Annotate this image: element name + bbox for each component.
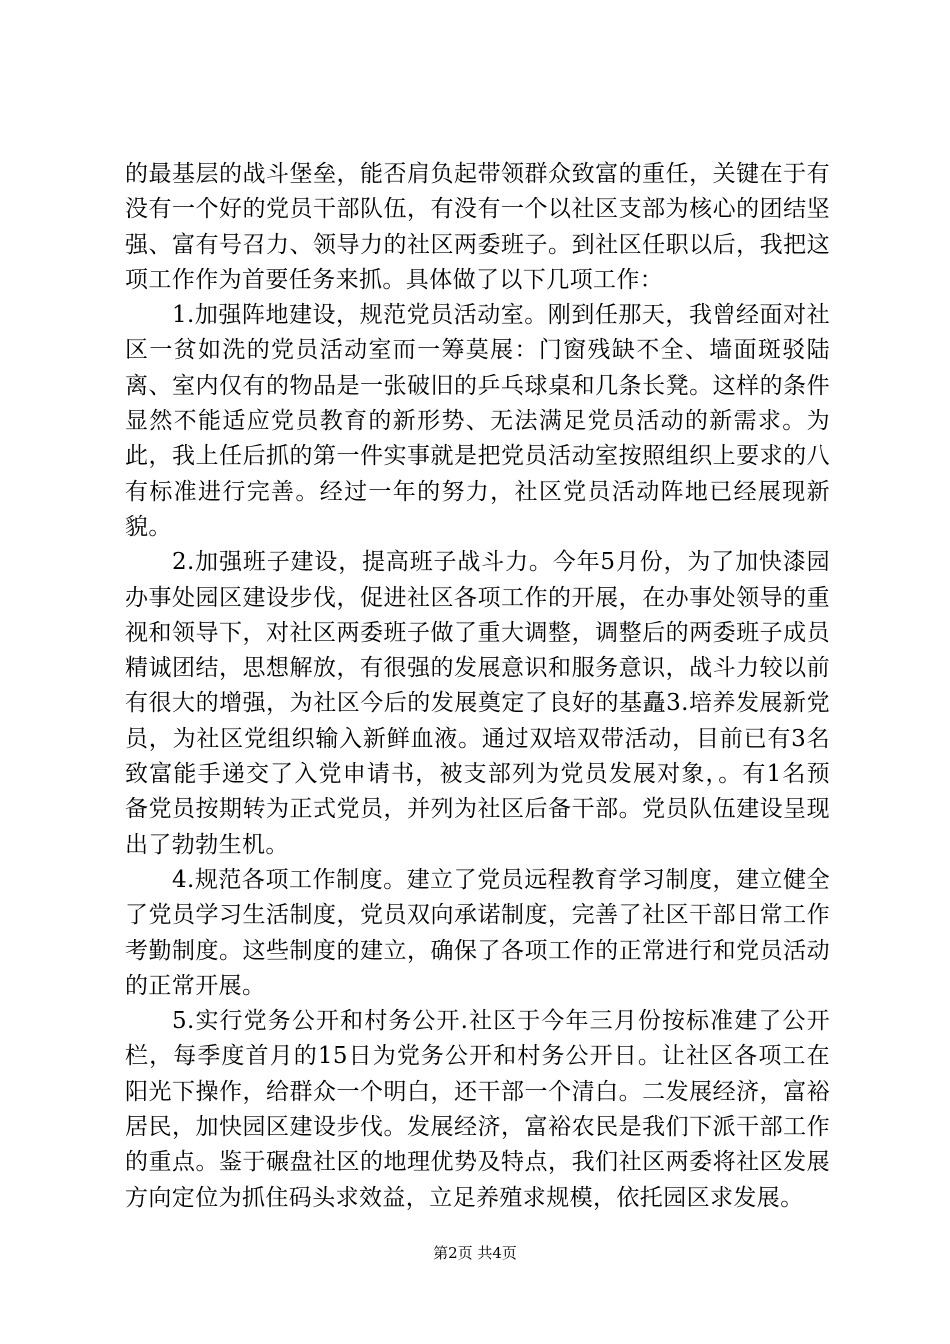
paragraph-item-2-3: 2.加强班子建设，提高班子战斗力。今年5月份，为了加快漆园办事处园区建设步伐，促进社区各项工作的开展，在办事处领导的重视和领导下，对社区两委班子做了重大调整，调整后的两委班子成员精诚团结，思想解放，有很强的发展意识和服务意识，战斗力较以前有很大的增强，为社区今后的发展奠定了良好的基矗3.培养发展新党员，为社区党组织输入新鲜血液。通过双培双带活动，目前已有3名致富能手递交了入党申请书，被支部列为党员发展对象，。有1名预备党员按期转为正式党员，并列为社区后备干部。党员队伍建设呈现出了勃勃生机。 [125, 549, 830, 858]
paragraph-item-5: 5.实行党务公开和村务公开.社区于今年三月份按标准建了公开栏，每季度首月的15日为党务公开和村务公开日。让社区各项工在阳光下操作，给群众一个明白，还干部一个清白。二发展经济，富裕居民，加快园区建设步伐。发展经济，富裕农民是我们下派干部工作的重点。鉴于碾盘社区的地理优势及特点，我们社区两委将社区发展方向定位为抓住码头求效益，立足养殖求规模，依托园区求发展。 [125, 1008, 830, 1211]
paragraph-intro: 的最基层的战斗堡垒，能否肩负起带领群众致富的重任，关键在于有没有一个好的党员干部队伍，有没有一个以社区支部为核心的团结坚强、富有号召力、领导力的社区两委班子。到社区任职以后，我把这项工作作为首要任务来抓。具体做了以下几项工作： [125, 161, 830, 293]
paragraph-item-1: 1.加强阵地建设，规范党员活动室。刚到任那天，我曾经面对社区一贫如洗的党员活动室而一筹莫展：门窗残缺不全、墙面斑驳陆离、室内仅有的物品是一张破旧的乒乓球桌和几条长凳。这样的条件显然不能适应党员教育的新形势、无法满足党员活动的新需求。为此，我上任后抓的第一件实事就是把党员活动室按照组织上要求的八有标准进行完善。经过一年的努力，社区党员活动阵地已经展现新貌。 [125, 302, 830, 540]
document-body [125, 157, 830, 1216]
page-number-footer: 第2页 共4页 [433, 1244, 517, 1262]
paragraph-item-4: 4.规范各项工作制度。建立了党员远程教育学习制度，建立健全了党员学习生活制度，党员双向承诺制度，完善了社区干部日常工作考勤制度。这些制度的建立，确保了各项工作的正常进行和党员活动的正常开展。 [125, 866, 830, 999]
